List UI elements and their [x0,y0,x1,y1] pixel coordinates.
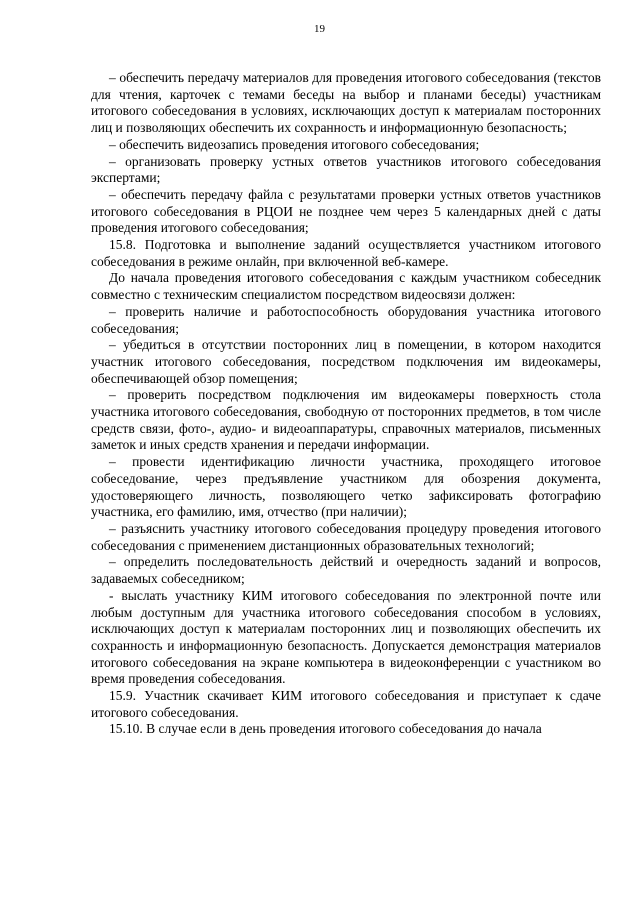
paragraph-section-15-9: 15.9. Участник скачивает КИМ итогового собеседования и приступает к сдаче итогового собеседования. [91,688,601,720]
paragraph-identification: – провести идентификацию личности участника, проходящего итоговое собеседование, через предъявление участником для обозрения документа, удостоверяющего личность, позволяющего четко зафиксировать фотографию участника, его фамилию, имя, отчество (при наличии); [91,454,601,520]
paragraph-define-order: – определить последовательность действий и очередность заданий и вопросов, задаваемых собеседником; [91,554,601,587]
paragraph-materials-transfer: – обеспечить передачу материалов для проведения итогового собеседования (текстов для чтения, карточек с темами беседы на выбор и планами беседы) участникам итогового собеседования в условиях, исключающих доступ к материалам посторонних лиц и позволяющих обеспечить их сохранность и информационную безопасность; [91,70,601,136]
paragraph-results-transfer: – обеспечить передачу файла с результатами проверки устных ответов участников итогового собеседования в РЦОИ не позднее чем через 5 календарных дней с даты проведения итогового собеседования; [91,186,601,236]
paragraph-video-recording: – обеспечить видеозапись проведения итогового собеседования; [109,136,480,152]
page-number: 19 [314,23,325,35]
document-body [91,70,601,738]
paragraph-section-15-10: 15.10. В случае если в день проведения итогового собеседования до начала [109,721,542,737]
paragraph-before-start: До начала проведения итогового собеседования с каждым участником собеседник совместно с техническим специалистом посредством видеосвязи должен: [91,270,601,303]
paragraph-check-equipment: – проверить наличие и работоспособность оборудования участника итогового собеседования; [91,303,601,336]
paragraph-expert-check: – организовать проверку устных ответов участников итогового собеседования экспертами; [91,153,601,186]
paragraph-section-15-8: 15.8. Подготовка и выполнение заданий осуществляется участником итогового собеседования в режиме онлайн, при включенной веб-камере. [91,237,601,269]
paragraph-explain-procedure: – разъяснить участнику итогового собеседования процедуру проведения итогового собеседования с применением дистанционных образовательных технологий; [91,520,601,553]
paragraph-no-outsiders: – убедиться в отсутствии посторонних лиц в помещении, в котором находится участник итогового собеседования, посредством подключения им видеокамеры, обеспечивающей обзор помещения; [91,337,601,386]
paragraph-send-kim: - выслать участнику КИМ итогового собеседования по электронной почте или любым доступным для участника итогового собеседования способом в условиях, исключающих доступ к материалам посторонних лиц и позволяющих обеспечить их сохранность и информационную безопасность. Допускается демонстрация материалов итогового собеседования на экране компьютера в видеоконференции с участником во время проведения собеседования. [91,587,601,687]
paragraph-check-desk: – проверить посредством подключения им видеокамеры поверхность стола участника итогового собеседования, свободную от посторонних предметов, в том числе средств связи, фото-, аудио- и видеоаппаратуры, справочных материалов, письменных заметок и иных средств хранения и передачи информации. [91,387,601,453]
